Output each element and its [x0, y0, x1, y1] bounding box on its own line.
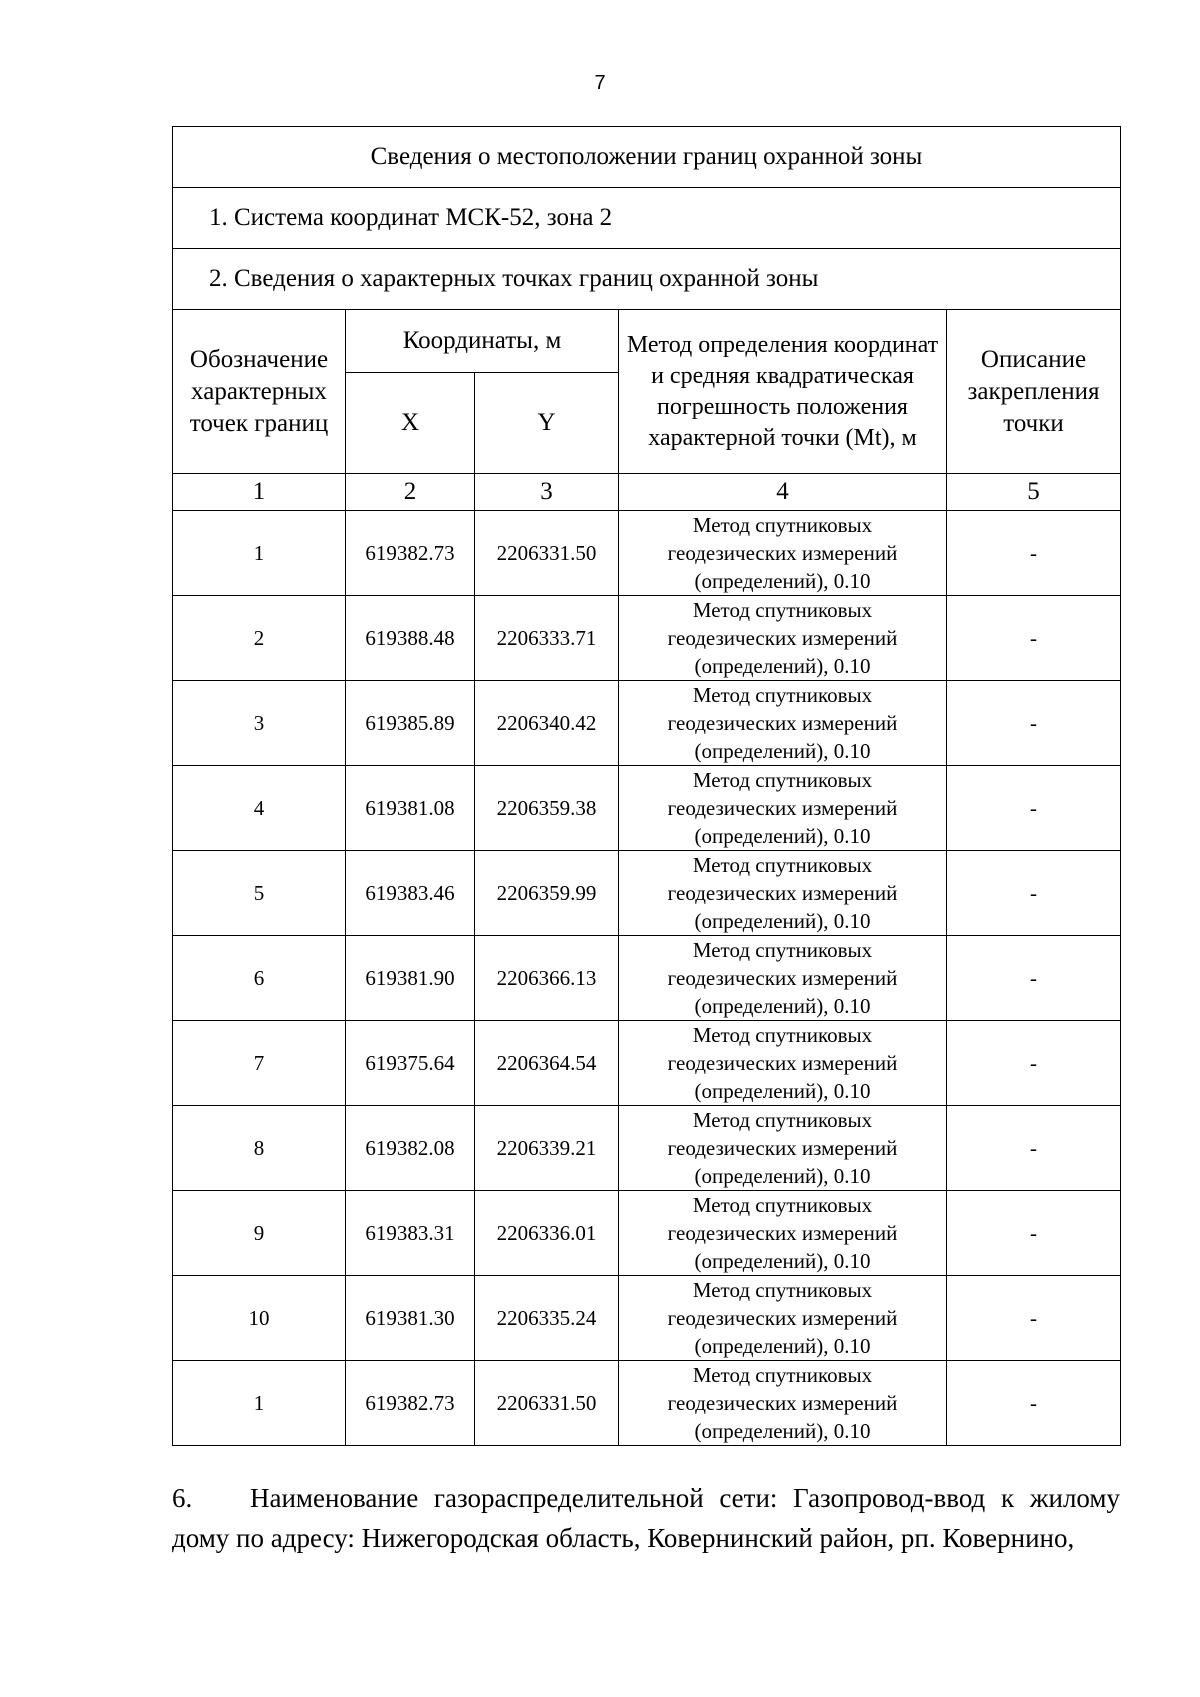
boundary-points-table	[172, 126, 1121, 1446]
method-cell	[619, 1276, 947, 1361]
point-designation: 1	[173, 511, 346, 596]
point-description: -	[947, 851, 1121, 936]
method-line: геодезических измерений	[667, 1221, 898, 1245]
paragraph-text: Наименование газораспределительной сети: Газопровод-ввод к жилому дому по адресу: Нижегородская область, Ковернинский район, рп. Ковернино,	[172, 1483, 1120, 1553]
method-cell	[619, 766, 947, 851]
header-description: Описание закрепления точки	[947, 310, 1121, 474]
coordinate-x: 619385.89	[346, 681, 475, 766]
method-cell	[619, 1361, 947, 1446]
method-line: Метод спутниковых	[692, 1363, 873, 1387]
method-cell	[619, 1191, 947, 1276]
header-x: X	[346, 373, 475, 474]
method-line: Метод спутниковых	[692, 938, 873, 962]
coordinate-y: 2206339.21	[475, 1106, 619, 1191]
coordinate-y: 2206359.99	[475, 851, 619, 936]
point-designation: 7	[173, 1021, 346, 1106]
method-cell	[619, 596, 947, 681]
method-line: геодезических измерений	[667, 626, 898, 650]
coordinate-x: 619382.08	[346, 1106, 475, 1191]
column-number: 1	[173, 474, 346, 511]
points-info-item: 2. Сведения о характерных точках границ охранной зоны	[173, 249, 1121, 310]
method-line: геодезических измерений	[667, 1306, 898, 1330]
method-line: геодезических измерений	[667, 1051, 898, 1075]
method-line: (определений), 0.10	[694, 994, 871, 1018]
column-number: 3	[475, 474, 619, 511]
method-line: (определений), 0.10	[694, 569, 871, 593]
method-line: Метод спутниковых	[692, 513, 873, 537]
point-description: -	[947, 511, 1121, 596]
method-line: (определений), 0.10	[694, 1164, 871, 1188]
point-description: -	[947, 936, 1121, 1021]
table-row	[173, 1106, 1121, 1191]
point-designation: 2	[173, 596, 346, 681]
method-line: (определений), 0.10	[694, 1419, 871, 1443]
method-line: Метод спутниковых	[692, 1193, 873, 1217]
method-line: Метод спутниковых	[692, 1023, 873, 1047]
point-description: -	[947, 766, 1121, 851]
table-row	[173, 681, 1121, 766]
method-line: (определений), 0.10	[694, 824, 871, 848]
point-designation: 10	[173, 1276, 346, 1361]
point-description: -	[947, 1191, 1121, 1276]
coordinate-y: 2206331.50	[475, 1361, 619, 1446]
point-designation: 3	[173, 681, 346, 766]
table-row	[173, 511, 1121, 596]
method-line: (определений), 0.10	[694, 1079, 871, 1103]
coordinate-x: 619381.90	[346, 936, 475, 1021]
method-line: геодезических измерений	[667, 711, 898, 735]
coordinate-x: 619381.08	[346, 766, 475, 851]
point-designation: 4	[173, 766, 346, 851]
page-number: 7	[594, 72, 606, 94]
method-line: геодезических измерений	[667, 796, 898, 820]
method-line: Метод спутниковых	[692, 683, 873, 707]
table-row	[173, 1021, 1121, 1106]
point-designation: 1	[173, 1361, 346, 1446]
point-designation: 6	[173, 936, 346, 1021]
header-y: Y	[475, 373, 619, 474]
point-designation: 9	[173, 1191, 346, 1276]
paragraph-number: 6.	[172, 1483, 193, 1513]
method-cell	[619, 1021, 947, 1106]
method-line: (определений), 0.10	[694, 1334, 871, 1358]
coordinate-y: 2206359.38	[475, 766, 619, 851]
coordinate-y: 2206340.42	[475, 681, 619, 766]
method-line: Метод спутниковых	[692, 1108, 873, 1132]
method-cell	[619, 1106, 947, 1191]
method-line: (определений), 0.10	[694, 1249, 871, 1273]
method-line: геодезических измерений	[667, 966, 898, 990]
point-description: -	[947, 1361, 1121, 1446]
point-description: -	[947, 1106, 1121, 1191]
paragraph-6	[172, 1478, 1120, 1558]
method-cell	[619, 681, 947, 766]
coordinate-y: 2206335.24	[475, 1276, 619, 1361]
column-number: 5	[947, 474, 1121, 511]
method-line: геодезических измерений	[667, 541, 898, 565]
method-line: геодезических измерений	[667, 1391, 898, 1415]
header-coordinates: Координаты, м	[346, 310, 619, 373]
header-method: Метод определения координат и средняя квадратическая погрешность положения характерной точки (Mt), м	[619, 310, 947, 474]
method-line: Метод спутниковых	[692, 598, 873, 622]
coordinate-x: 619388.48	[346, 596, 475, 681]
point-designation: 5	[173, 851, 346, 936]
coordinate-y: 2206364.54	[475, 1021, 619, 1106]
table-row	[173, 1276, 1121, 1361]
method-cell	[619, 936, 947, 1021]
method-line: геодезических измерений	[667, 881, 898, 905]
coordinate-y: 2206366.13	[475, 936, 619, 1021]
point-description: -	[947, 681, 1121, 766]
column-number: 2	[346, 474, 475, 511]
column-number: 4	[619, 474, 947, 511]
coordinate-x: 619382.73	[346, 1361, 475, 1446]
method-line: (определений), 0.10	[694, 739, 871, 763]
coordinate-x: 619375.64	[346, 1021, 475, 1106]
method-line: Метод спутниковых	[692, 1278, 873, 1302]
coordinate-system-item: 1. Система координат МСК-52, зона 2	[173, 188, 1121, 249]
point-description: -	[947, 596, 1121, 681]
coordinate-x: 619383.31	[346, 1191, 475, 1276]
table-title: Сведения о местоположении границ охранной зоны	[173, 127, 1121, 188]
coordinate-y: 2206331.50	[475, 511, 619, 596]
method-line: Метод спутниковых	[692, 853, 873, 877]
table-row	[173, 1191, 1121, 1276]
header-point-designation: Обозначение характерных точек границ	[173, 310, 346, 474]
table-row	[173, 766, 1121, 851]
coordinate-y: 2206336.01	[475, 1191, 619, 1276]
point-description: -	[947, 1276, 1121, 1361]
method-line: Метод спутниковых	[692, 768, 873, 792]
table-row	[173, 851, 1121, 936]
point-designation: 8	[173, 1106, 346, 1191]
coordinate-y: 2206333.71	[475, 596, 619, 681]
coordinate-x: 619383.46	[346, 851, 475, 936]
method-cell	[619, 851, 947, 936]
table-row	[173, 1361, 1121, 1446]
coordinate-x: 619381.30	[346, 1276, 475, 1361]
method-cell	[619, 511, 947, 596]
method-line: (определений), 0.10	[694, 654, 871, 678]
coordinate-x: 619382.73	[346, 511, 475, 596]
method-line: (определений), 0.10	[694, 909, 871, 933]
method-line: геодезических измерений	[667, 1136, 898, 1160]
table-row	[173, 596, 1121, 681]
table-row	[173, 936, 1121, 1021]
point-description: -	[947, 1021, 1121, 1106]
